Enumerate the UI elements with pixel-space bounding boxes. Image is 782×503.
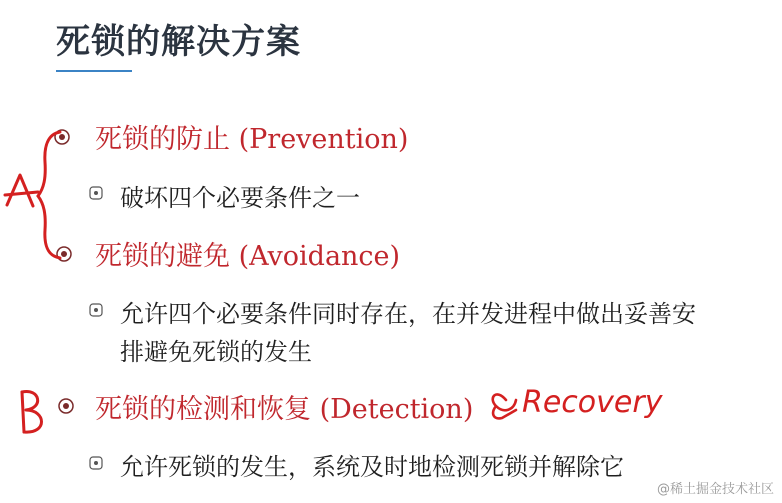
sub-bullet-allow-conditions-line2: 排避免死锁的发生 bbox=[120, 338, 312, 366]
sub-bullet-allow-deadlock: 允许死锁的发生，系统及时地检测死锁并解除它 bbox=[120, 453, 624, 481]
handwritten-recovery bbox=[493, 385, 664, 420]
handwritten-brace bbox=[38, 132, 60, 258]
handwritten-recovery-text: Recovery bbox=[522, 385, 663, 420]
sub-bullet-allow-conditions-line1: 允许四个必要条件同时存在，在并发进程中做出妥善安 bbox=[120, 300, 696, 328]
bullet-prevention: 死锁的防止 (Prevention) bbox=[95, 124, 409, 155]
bullet-avoidance: 死锁的避免 (Avoidance) bbox=[95, 241, 401, 272]
handwritten-a bbox=[5, 175, 38, 206]
handwritten-b bbox=[22, 391, 42, 432]
watermark: @稀土掘金技术社区 bbox=[656, 482, 774, 497]
sub-bullet-break-conditions: 破坏四个必要条件之一 bbox=[120, 184, 360, 212]
slide-title: 死锁的解决方案 bbox=[56, 22, 301, 62]
bullet-detection: 死锁的检测和恢复 (Detection) bbox=[95, 394, 474, 425]
